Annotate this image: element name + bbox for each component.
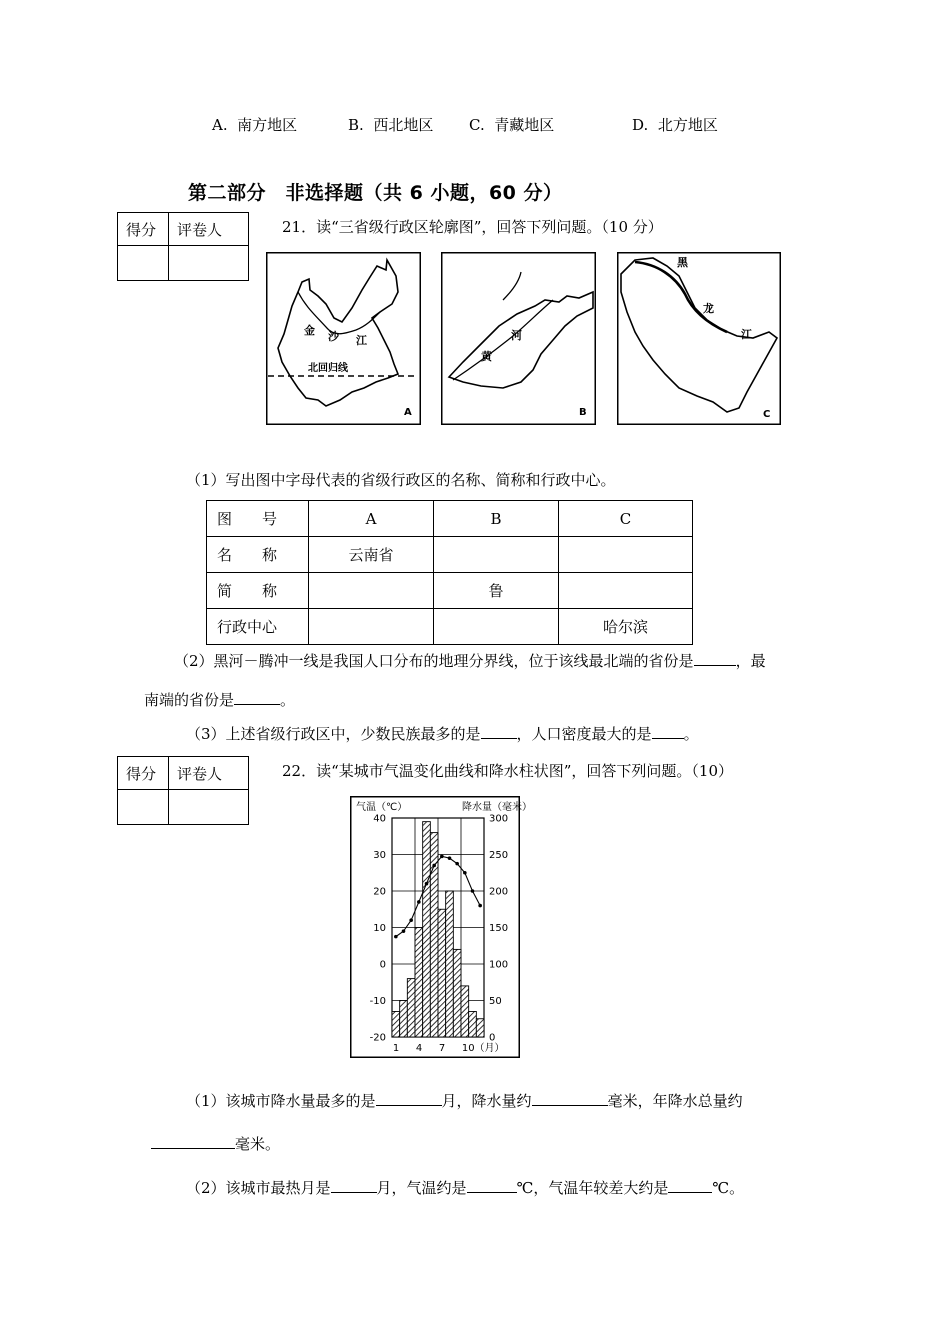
left-tick-label: 20: [373, 886, 386, 898]
temp-point: [471, 889, 475, 893]
right-tick-label: 250: [489, 850, 509, 861]
option-text: 北方地区: [657, 116, 718, 134]
answer-blank[interactable]: [532, 1091, 608, 1106]
q22-sub1-text: 毫米，年降水总量约: [607, 1092, 743, 1110]
option-text: 青藏地区: [494, 116, 555, 134]
score-cell[interactable]: [118, 246, 169, 281]
table-cell[interactable]: [559, 573, 693, 609]
right-tick-label: 200: [489, 886, 509, 898]
q22-sub1-text: 月，降水量约: [441, 1092, 532, 1110]
q22-sub1-text: （1）该城市降水量最多的是: [186, 1092, 376, 1110]
map-label-huang: 黄: [481, 350, 492, 363]
table-row-label: 名 称: [207, 537, 309, 573]
table-row: [207, 573, 693, 609]
q21-sub2-text: 南端的省份是: [144, 691, 235, 709]
option-letter: C.: [469, 116, 485, 134]
x-tick-label: 4: [415, 1043, 423, 1054]
table-row-label: 简 称: [207, 573, 309, 609]
table-cell[interactable]: [309, 573, 434, 609]
x-tick-label: 10（月）: [461, 1043, 505, 1054]
option-text: 南方地区: [237, 116, 298, 134]
temp-point: [402, 929, 406, 933]
province-table: [206, 500, 693, 645]
map-label-jiang: 江: [741, 328, 752, 341]
temp-point: [425, 882, 429, 886]
section-title: 第二部分 非选择题（共 6 小题，60 分）: [188, 182, 563, 204]
right-tick-label: 0: [489, 1032, 496, 1044]
temp-point: [417, 900, 421, 904]
q21-sub3-text: ，人口密度最大的是: [516, 725, 652, 743]
map-c: [617, 252, 781, 425]
map-a: [266, 252, 421, 425]
precip-bar: [461, 986, 469, 1037]
precip-bar: [446, 891, 454, 1037]
temp-point: [394, 935, 398, 939]
q21-sub2-text: （2）黑河－腾冲一线是我国人口分布的地理分界线，位于该线最北端的省份是: [174, 652, 694, 670]
answer-blank[interactable]: [151, 1134, 235, 1149]
q22-sub2: [186, 1177, 744, 1198]
table-cell[interactable]: 哈尔滨: [559, 609, 693, 645]
table-row: [207, 501, 693, 537]
map-b: [441, 252, 596, 425]
q22-sub2-text: ℃，气温年较差大约是: [516, 1179, 669, 1197]
precip-bar: [392, 1011, 400, 1037]
temp-point: [440, 855, 444, 859]
left-tick-label: 40: [373, 813, 386, 825]
q22-sub1-line1: [186, 1090, 743, 1111]
temp-point: [463, 871, 467, 875]
right-tick-label: 100: [489, 959, 509, 971]
table-cell[interactable]: 鲁: [434, 573, 559, 609]
precip-bar: [438, 909, 446, 1037]
precip-bar: [415, 928, 423, 1038]
question-22-title: 22．读“某城市气温变化曲线和降水柱状图”，回答下列问题。（10）: [282, 762, 734, 780]
grader-label: 评卷人: [169, 213, 249, 246]
grader-cell[interactable]: [169, 790, 249, 825]
precip-bar: [430, 833, 438, 1037]
option-c: [469, 114, 554, 135]
option-b: [348, 114, 433, 135]
temp-point: [478, 904, 482, 908]
map-letter: B: [579, 407, 587, 418]
precip-bar: [400, 1001, 408, 1038]
option-letter: D.: [632, 116, 649, 134]
tropic-label: 北回归线: [308, 363, 348, 374]
q22-sub1-line2: [151, 1133, 280, 1154]
answer-blank[interactable]: [652, 724, 684, 739]
answer-blank[interactable]: [376, 1091, 442, 1106]
left-tick-label: 10: [373, 923, 386, 934]
table-header-cell: 图 号: [207, 501, 309, 537]
q22-sub2-text: （2）该城市最热月是: [186, 1179, 331, 1197]
q21-sub3: [186, 723, 699, 744]
answer-blank[interactable]: [234, 690, 280, 705]
score-label: 得分: [118, 757, 169, 790]
q22-sub2-text: ℃。: [712, 1179, 745, 1197]
table-header-cell: B: [434, 501, 559, 537]
map-letter: C: [763, 409, 771, 420]
table-header-cell: C: [559, 501, 693, 537]
map-frame: [618, 253, 781, 425]
left-tick-label: -10: [369, 996, 386, 1007]
q21-sub3-text: 。: [683, 725, 699, 743]
option-text: 西北地区: [373, 116, 434, 134]
q22-sub1-text: 毫米。: [235, 1135, 281, 1153]
table-header-cell: A: [309, 501, 434, 537]
option-a: [212, 114, 297, 135]
table-row-label: 行政中心: [207, 609, 309, 645]
table-cell[interactable]: 云南省: [309, 537, 434, 573]
q21-sub1: （1）写出图中字母代表的省级行政区的名称、简称和行政中心。: [186, 471, 616, 489]
q22-sub2-text: 月，气温约是: [376, 1179, 467, 1197]
score-label: 得分: [118, 213, 169, 246]
question-21-title: 21．读“三省级行政区轮廓图”，回答下列问题。（10 分）: [282, 218, 663, 236]
precip-bar: [407, 979, 415, 1037]
climate-chart: [350, 796, 532, 1058]
option-d: [632, 114, 718, 135]
left-tick-label: 30: [373, 850, 386, 861]
grader-cell[interactable]: [169, 246, 249, 281]
temp-point: [455, 862, 459, 866]
map-label-hei: 黑: [677, 256, 688, 269]
x-tick-label: 1: [392, 1043, 400, 1054]
q21-sub2-line1: [174, 650, 766, 671]
table-cell[interactable]: [434, 537, 559, 573]
table-cell[interactable]: [559, 537, 693, 573]
option-letter: A.: [212, 116, 228, 134]
precip-bar: [453, 949, 461, 1037]
left-tick-label: -20: [369, 1032, 386, 1044]
answer-blank[interactable]: [331, 1178, 377, 1193]
grader-label: 评卷人: [169, 757, 249, 790]
table-row: [207, 537, 693, 573]
precip-bar: [476, 1019, 484, 1037]
map-label-long: 龙: [703, 302, 714, 315]
right-tick-label: 300: [489, 813, 509, 825]
map-label-jin: 金: [304, 324, 315, 337]
answer-blank[interactable]: [668, 1178, 712, 1193]
temp-point: [448, 856, 452, 860]
score-box: [117, 212, 249, 281]
score-cell[interactable]: [118, 790, 169, 825]
q21-sub2-line2: [144, 689, 295, 710]
answer-blank[interactable]: [694, 651, 736, 666]
right-axis-label: 降水量（毫米）: [462, 802, 532, 813]
map-label-jiang: 江: [356, 334, 367, 347]
option-letter: B.: [348, 116, 364, 134]
q21-sub3-text: （3）上述省级行政区中，少数民族最多的是: [186, 725, 481, 743]
answer-blank[interactable]: [481, 724, 517, 739]
right-tick-label: 50: [489, 996, 502, 1007]
temp-point: [409, 918, 413, 922]
table-cell[interactable]: [309, 609, 434, 645]
score-box: [117, 756, 249, 825]
map-label-sha: 沙: [328, 330, 339, 343]
map-letter: A: [404, 407, 412, 418]
x-tick-label: 7: [438, 1043, 446, 1054]
left-tick-label: 0: [379, 959, 386, 971]
precip-bar: [469, 1011, 477, 1037]
table-cell[interactable]: [434, 609, 559, 645]
map-label-he: 河: [511, 329, 522, 342]
q21-sub2-text: ，最: [735, 652, 766, 670]
answer-blank[interactable]: [467, 1178, 517, 1193]
right-tick-label: 150: [489, 923, 509, 934]
precip-bar: [423, 822, 431, 1037]
table-row: [207, 609, 693, 645]
left-axis-label: 气温（℃）: [356, 802, 408, 813]
temp-point: [432, 864, 436, 868]
q21-sub2-text: 。: [280, 691, 296, 709]
